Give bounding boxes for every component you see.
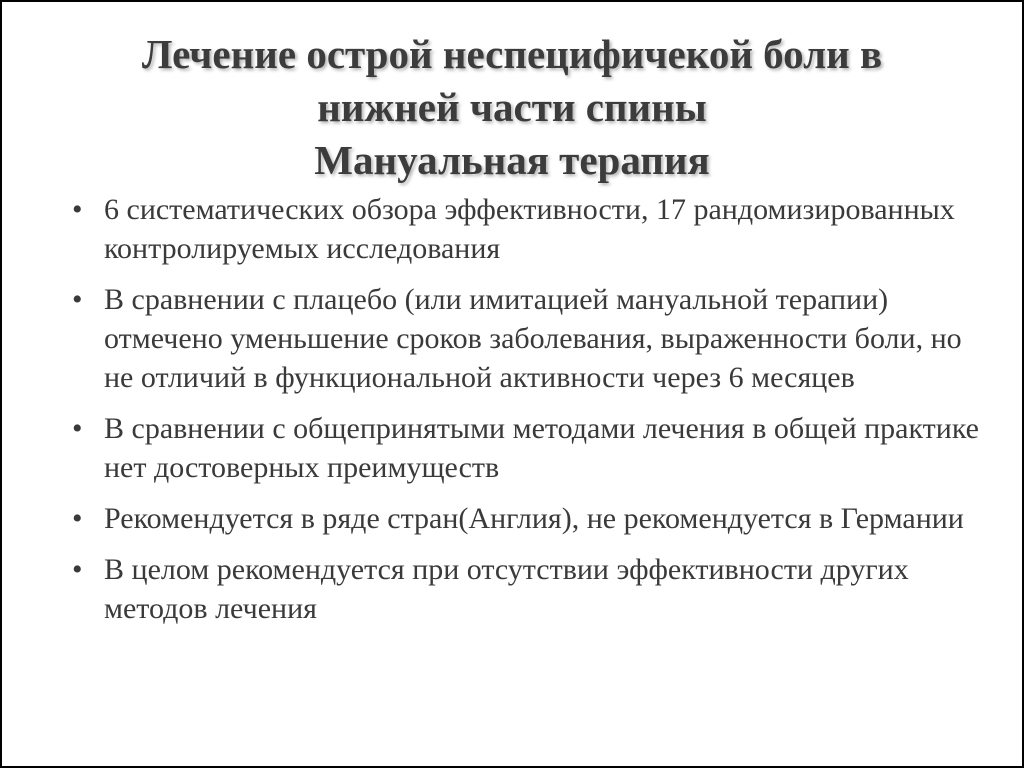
bullet-item: [68, 190, 988, 268]
bullet-text: В сравнении с плацебо (или имитацией мануальной терапии) отмечено уменьшение сроков заболевания, выраженности боли, но не отличий в функциональной активности через 6 месяцев: [104, 283, 962, 394]
bullet-text: В сравнении с общепринятыми методами лечения в общей практике нет достоверных преимуществ: [104, 412, 979, 484]
slide-title: [42, 28, 982, 187]
bullet-text: В целом рекомендуется при отсутствии эффективности других методов лечения: [104, 553, 909, 625]
title-line: нижней части спины: [317, 84, 707, 130]
bullet-item: [68, 409, 988, 487]
bullet-list: [68, 190, 988, 640]
bullet-text: 6 систематических обзора эффективности, 17 рандомизированных контролируемых исследования: [104, 193, 955, 265]
bullet-dot-icon: •: [72, 412, 83, 445]
bullet-text: Рекомендуется в ряде стран(Англия), не рекомендуется в Германии: [104, 502, 964, 535]
bullet-item: [68, 550, 988, 628]
bullet-item: [68, 280, 988, 397]
bullet-dot-icon: •: [72, 553, 83, 586]
title-line: Мануальная терапия: [314, 137, 710, 183]
bullet-dot-icon: •: [72, 502, 83, 535]
bullet-dot-icon: •: [72, 283, 83, 316]
bullet-dot-icon: •: [72, 193, 83, 226]
title-line: Лечение острой неспецифичекой боли в: [141, 31, 883, 77]
bullet-item: [68, 499, 988, 538]
